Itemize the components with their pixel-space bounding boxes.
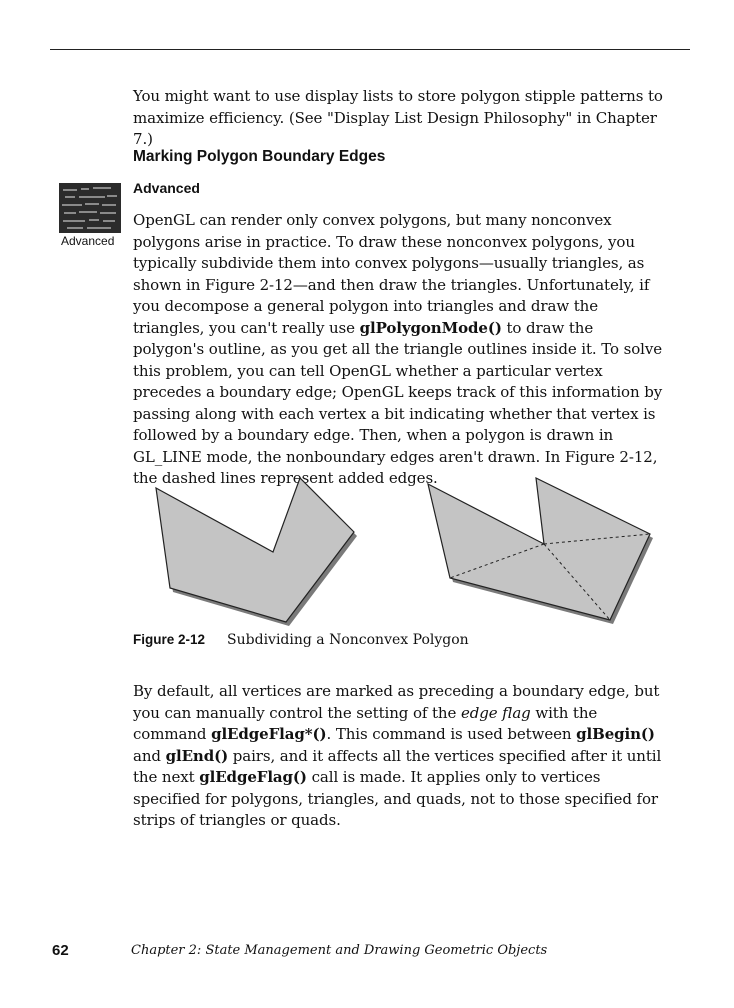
cmd-gledgeflag-star: glEdgeFlag*() [211,725,327,743]
section-heading: Marking Polygon Boundary Edges [133,148,386,165]
advanced-margin-label: Advanced [61,234,115,248]
cmd-glbegin: glBegin() [576,725,655,743]
cmd-glend: glEnd() [165,746,229,765]
body2-text-6: call is made. It applies only to vertices specified for polygons, triangles, and quads, not to those specified for strips of triangles or quads. [133,768,658,829]
intro-paragraph: You might want to use display lists to store polygon stipple patterns to maximize efficiency. (See "Display List Design Philosophy" in Chapter 7.) [133,87,663,148]
figure-caption [133,632,469,648]
right-polygon-subdivided [428,478,653,624]
header-rule [50,49,690,50]
body2-text-5: pairs, and it affects all the vertices specified after it until the next [133,746,662,786]
figure-caption-text: Subdividing a Nonconvex Polygon [227,632,469,648]
running-title: Chapter 2: State Management and Drawing Geometric Objects [131,943,548,958]
body1-text-b: to draw the polygon's outline, as you get all the triangle outlines inside it. To solve this problem, you can tell OpenGL whether a particular vertex precedes a boundary edge; OpenGL keeps track of this information by passing along with each vertex a bit indicating whether that vertex is followed by a boundary edge. Then, when a polygon is drawn in GL_LINE mode, the nonboundary edges aren't drawn. In Figure 2-12, the dashed lines represent added edges. [133,318,663,487]
advanced-heading: Advanced [133,180,200,196]
left-polygon-whole [156,478,357,626]
cmd-glpolygonmode: glPolygonMode() [359,318,502,337]
body2-text-1: By default, all vertices are marked as preceding a boundary edge, but you can manually control the setting of the [133,682,660,722]
body2-text-2: with the command [133,703,598,743]
page-number: 62 [52,942,69,959]
body2-text-3: . This command is used between [326,725,577,743]
figure-2-12-illustration [120,470,660,630]
advanced-icon [59,183,121,233]
cmd-gledgeflag: glEdgeFlag() [199,768,307,786]
figure-number: Figure 2-12 [133,632,206,647]
body2-text-4: and [133,746,166,765]
body-paragraph-2 [133,681,668,832]
term-edge-flag: edge flag [460,703,531,722]
body-paragraph-1 [133,210,668,490]
body1-text-a: OpenGL can render only convex polygons, but many nonconvex polygons arise in practice. To draw these nonconvex polygons, you typically subdivide them into convex polygons—usually triangles, as shown in Figure 2-12—and then draw the triangles. Unfortunately, if you decompose a general polygon into triangles and draw the triangles, you can't really use [133,211,650,337]
